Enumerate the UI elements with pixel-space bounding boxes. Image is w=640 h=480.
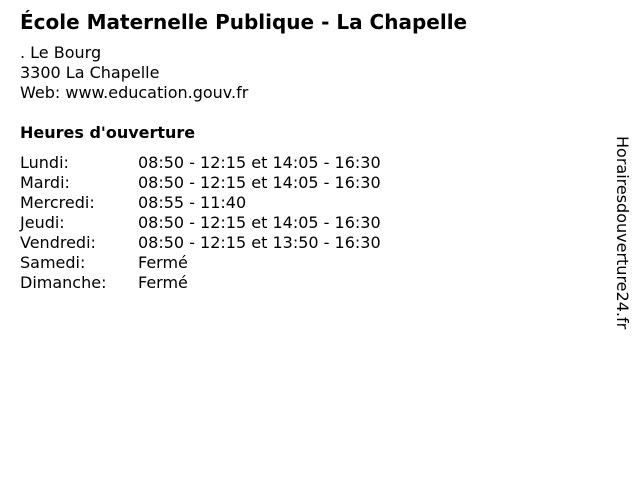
day-label: Mardi: — [20, 173, 70, 192]
day-hours: 08:55 - 11:40 — [138, 193, 247, 212]
watermark-text: Horairesdouverture24.fr — [613, 136, 632, 330]
site-watermark — [612, 136, 632, 344]
day-hours: 08:50 - 12:15 et 14:05 - 16:30 — [138, 213, 381, 232]
day-label: Vendredi: — [20, 233, 96, 252]
address-block — [20, 43, 248, 103]
day-label: Samedi: — [20, 253, 86, 272]
address-website: Web: www.education.gouv.fr — [20, 83, 249, 102]
hours-row-wednesday — [20, 193, 381, 213]
opening-hours-heading: Heures d'ouverture — [20, 123, 196, 142]
day-label: Jeudi: — [20, 213, 65, 232]
page-title: École Maternelle Publique - La Chapelle — [20, 10, 468, 34]
day-hours: 08:50 - 12:15 et 13:50 - 16:30 — [138, 233, 381, 252]
hours-row-saturday — [20, 253, 381, 273]
hours-row-friday — [20, 233, 381, 253]
day-hours: Fermé — [138, 253, 188, 272]
day-label: Dimanche: — [20, 273, 107, 292]
hours-row-monday — [20, 153, 381, 173]
hours-row-thursday — [20, 213, 381, 233]
address-street: . Le Bourg — [20, 43, 102, 62]
hours-row-sunday — [20, 273, 381, 293]
day-label: Lundi: — [20, 153, 69, 172]
day-hours: 08:50 - 12:15 et 14:05 - 16:30 — [138, 153, 381, 172]
opening-hours-list — [20, 153, 381, 293]
day-label: Mercredi: — [20, 193, 95, 212]
hours-row-tuesday — [20, 173, 381, 193]
day-hours: 08:50 - 12:15 et 14:05 - 16:30 — [138, 173, 381, 192]
day-hours: Fermé — [138, 273, 188, 292]
address-city: 3300 La Chapelle — [20, 63, 160, 82]
